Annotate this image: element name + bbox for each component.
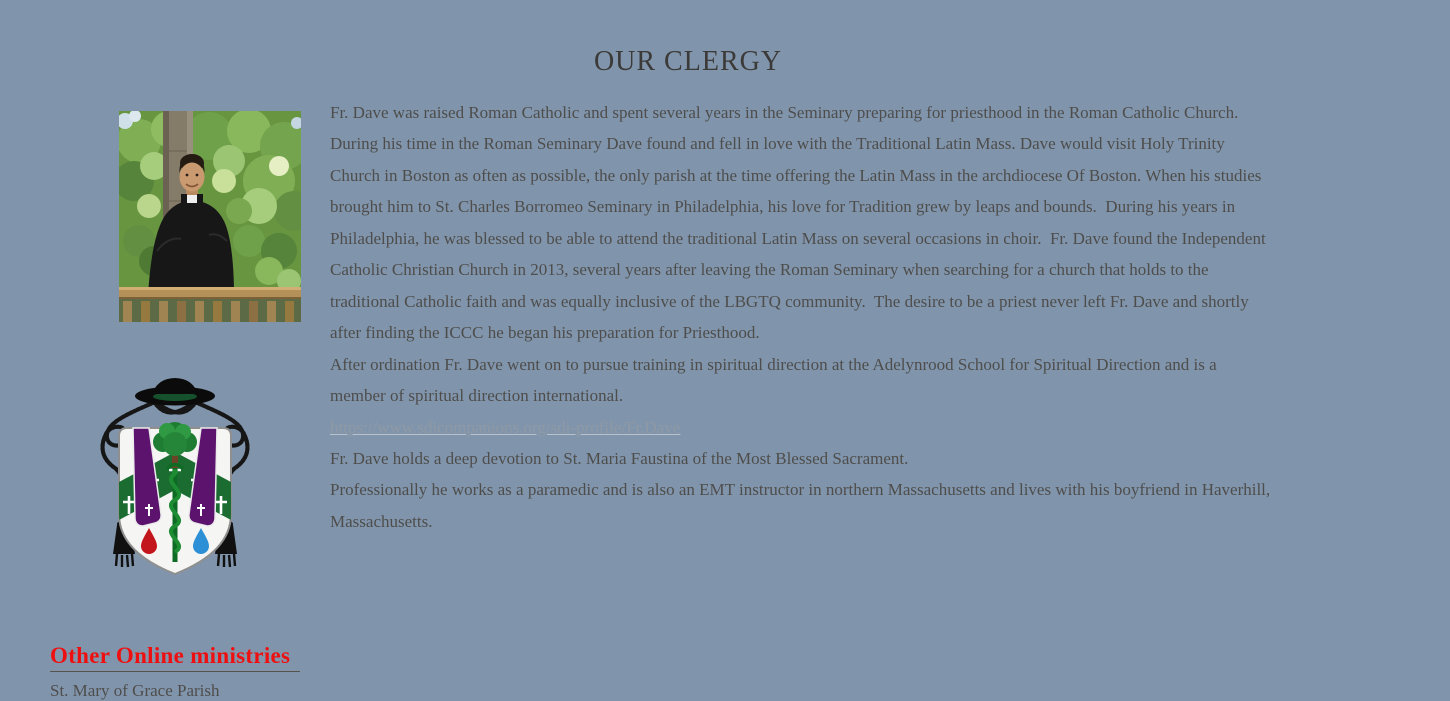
bio-paragraph-3: Fr. Dave holds a deep devotion to St. Maria Faustina of the Most Blessed Sacrament. <box>330 448 909 468</box>
bio-paragraph-4: Professionally he works as a paramedic and is also an EMT instructor in northern Massachusetts and lives with his boyfriend in Haverhill, Massachusetts. <box>330 480 1271 531</box>
fr-dave-photo-image <box>119 111 301 322</box>
page-title: OUR CLERGY <box>593 46 783 77</box>
fr-dave-photo <box>119 111 301 322</box>
porch-railing <box>119 287 301 322</box>
coat-of-arms <box>93 368 257 585</box>
bio-paragraph-2: After ordination Fr. Dave went on to pursue training in spiritual direction at the Adelynrood School for Spiritual Direction and is a member of spiritual direction international. <box>330 354 1217 406</box>
bio-text <box>330 97 1275 537</box>
bio-paragraph-1: Fr. Dave was raised Roman Catholic and spent several years in the Seminary preparing for priesthood in the Roman Catholic Church. During his time in the Roman Seminary Dave found and fell in love with the Traditional Latin Mass. Dave would visit Holy Trinity Church in Boston as often as possible, the only parish at the time offering the Latin Mass in the archdiocese Of Boston. When his studies brought him to St. Charles Borromeo Seminary in Philadelphia, his love for Tradition grew by leaps and bounds. During his years in Philadelphia, he was blessed to be able to attend the traditional Latin Mass on several occasions in choir. Fr. Dave found the Independent Catholic Christian Church in 2013, several years after leaving the Roman Seminary when searching for a church that holds to the traditional Catholic faith and was equally inclusive of the LBGTQ community. The desire to be a priest never left Fr. Dave and shortly after finding the ICCC he began his preparation for Priesthood. <box>330 103 1266 343</box>
sdi-profile-link[interactable]: https://www.sdicompanions.org/sdi-profile/Fr.Dave <box>330 417 681 437</box>
coat-of-arms-image <box>93 368 257 585</box>
other-online-ministries-link[interactable]: Other Online ministries <box>50 643 300 672</box>
galero-hat-icon <box>135 378 215 406</box>
ministries-item-partial: St. Mary of Grace Parish <box>50 681 220 700</box>
